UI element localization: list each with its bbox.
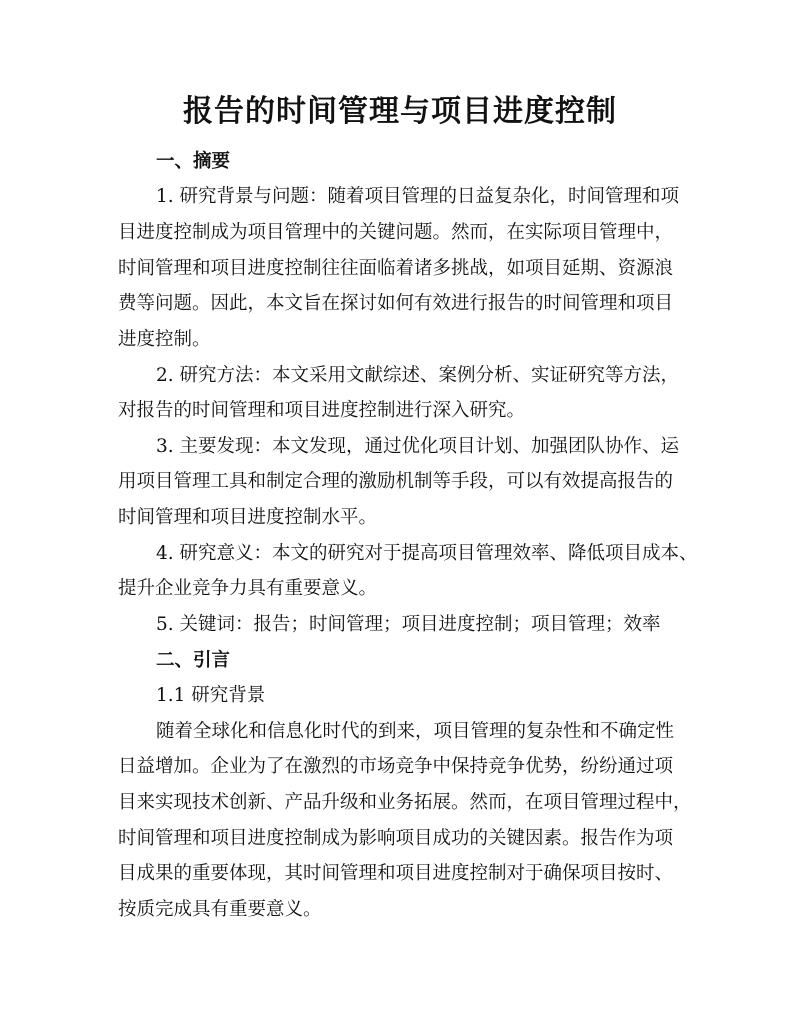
- abstract-line: 提升企业竞争力具有重要意义。: [118, 578, 378, 599]
- section-heading-introduction: 二、引言: [156, 650, 231, 671]
- body-line: 时间管理和项目进度控制成为影响项目成功的关键因素。报告作为项: [118, 828, 674, 849]
- body-line: 随着全球化和信息化时代的到来，项目管理的复杂性和不确定性: [156, 721, 675, 742]
- abstract-line: 进度控制。: [118, 329, 211, 350]
- section-heading-abstract: 一、摘要: [156, 151, 231, 172]
- body-line: 目成果的重要体现，其时间管理和项目进度控制对于确保项目按时、: [118, 863, 674, 884]
- abstract-line: 1. 研究背景与问题：随着项目管理的日益复杂化，时间管理和项: [156, 186, 680, 207]
- abstract-line: 目进度控制成为项目管理中的关键问题。然而，在实际项目管理中，: [118, 222, 674, 243]
- abstract-line: 费等问题。因此，本文旨在探讨如何有效进行报告的时间管理和项目: [118, 293, 674, 314]
- abstract-line: 2. 研究方法：本文采用文献综述、案例分析、实证研究等方法，: [156, 365, 680, 386]
- abstract-line: 用项目管理工具和制定合理的激励机制等手段，可以有效提高报告的: [118, 471, 674, 492]
- body-line: 目来实现技术创新、产品升级和业务拓展。然而，在项目管理过程中，: [118, 792, 692, 813]
- abstract-line: 对报告的时间管理和项目进度控制进行深入研究。: [118, 400, 526, 421]
- document-title: 报告的时间管理与项目进度控制: [183, 94, 617, 129]
- abstract-line: 3. 主要发现：本文发现，通过优化项目计划、加强团队协作、运: [156, 436, 680, 457]
- abstract-line: 4. 研究意义：本文的研究对于提高项目管理效率、降低项目成本、: [156, 543, 698, 564]
- abstract-line: 时间管理和项目进度控制往往面临着诸多挑战，如项目延期、资源浪: [118, 258, 674, 279]
- keywords-line: 5. 关键词：报告；时间管理；项目进度控制；项目管理；效率: [156, 614, 661, 635]
- subsection-heading: 1.1 研究背景: [156, 685, 266, 706]
- abstract-line: 时间管理和项目进度控制水平。: [118, 507, 378, 528]
- body-line: 日益增加。企业为了在激烈的市场竞争中保持竞争优势，纷纷通过项: [118, 756, 674, 777]
- body-line: 按质完成具有重要意义。: [118, 899, 322, 920]
